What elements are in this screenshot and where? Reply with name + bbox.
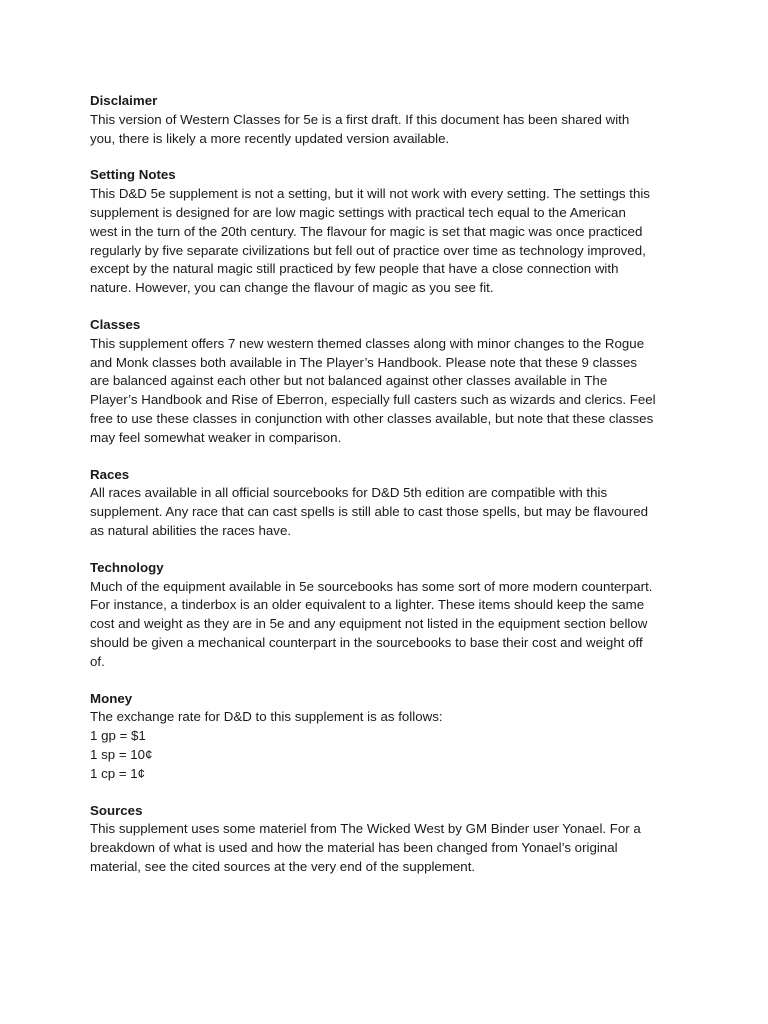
- section-heading: Classes: [90, 316, 141, 332]
- exchange-rate-cp: 1 cp = 1¢: [90, 765, 146, 781]
- section-body: All races available in all official sourcebooks for D&D 5th edition are compatible with this supplement. Any race that can cast spells is still able to cast those spells, but may be flavoured as natural abilities the races have.: [90, 485, 649, 538]
- section-setting-notes: [90, 166, 690, 298]
- section-heading: Setting Notes: [90, 167, 176, 183]
- section-body: This supplement uses some materiel from The Wicked West by GM Binder user Yonael. For a breakdown of what is used and how the material has been changed from Yonael’s original material, see the cited sources at the very end of the supplement.: [90, 821, 641, 874]
- section-body: Much of the equipment available in 5e sourcebooks has some sort of more modern counterpart. For instance, a tinderbox is an older equivalent to a lighter. These items should keep the same cost and weight as they are in 5e and any equipment not listed in the equipment section bellow should be given a mechanical counterpart in the sourcebooks to base their cost and weight off of.: [90, 578, 653, 669]
- section-heading: Races: [90, 466, 130, 482]
- money-intro: The exchange rate for D&D to this supplement is as follows:: [90, 709, 443, 725]
- section-money: [90, 690, 690, 784]
- section-classes: [90, 316, 690, 448]
- document-page: [90, 92, 690, 895]
- section-races: [90, 466, 690, 541]
- section-body: This supplement offers 7 new western themed classes along with minor changes to the Rogue and Monk classes both available in The Player’s Handbook. Please note that these 9 classes are balanced against each other but not balanced against other classes available in The Player’s Handbook and Rise of Eberron, especially full casters such as wizards and clerics. Feel free to use these classes in conjunction with other classes available, but note that these classes may feel somewhat weaker in comparison.: [90, 335, 656, 445]
- section-disclaimer: [90, 92, 690, 148]
- section-sources: [90, 802, 690, 877]
- section-heading: Disclaimer: [90, 93, 158, 108]
- exchange-rate-sp: 1 sp = 10¢: [90, 746, 153, 762]
- exchange-rate-gp: 1 gp = $1: [90, 728, 146, 744]
- section-body: This version of Western Classes for 5e is a first draft. If this document has been shared with you, there is likely a more recently updated version available.: [90, 111, 630, 146]
- section-technology: [90, 559, 690, 672]
- section-heading: Technology: [90, 559, 164, 575]
- section-body: This D&D 5e supplement is not a setting, but it will not work with every setting. The settings this supplement is designed for are low magic settings with practical tech equal to the American west in the turn of the 20th century. The flavour for magic is set that magic was once practiced regularly by five separate civilizations but fell out of practice over time as technology improved, except by the natural magic still practiced by few people that have a close connection with nature. However, you can change the flavour of magic as you see fit.: [90, 186, 650, 296]
- section-heading: Money: [90, 690, 133, 706]
- section-heading: Sources: [90, 802, 143, 818]
